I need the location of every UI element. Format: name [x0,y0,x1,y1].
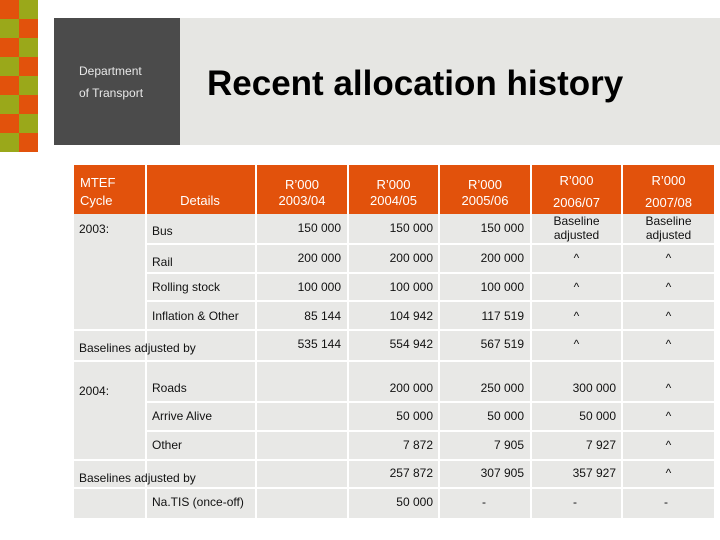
row-inflation-2007: ^ [665,309,672,323]
row-bus-2006-l1: Baseline [553,214,600,228]
col-2004-year: 2004/05 [370,193,417,208]
row-rolling-2005: 100 000 [480,280,524,294]
row-baseline-2003-2004: 554 942 [389,337,433,351]
row-baseline-2003-2007: ^ [665,337,672,351]
row-baseline-2003-2003: 535 144 [297,337,341,351]
col-2003-unit: R’000 [285,177,319,192]
department-line-1: Department [79,64,142,78]
row-rail-2003: 200 000 [297,251,341,265]
row-other-2006: 7 927 [585,438,616,452]
cycle-2004: 2004: [79,384,110,398]
row-roads-label: Roads [152,381,187,395]
row-bus-2003: 150 000 [297,221,341,235]
col-2007-unit: R’000 [651,173,686,188]
row-bus-2006-l2: adjusted [553,228,600,242]
row-inflation-2005: 117 519 [481,309,524,323]
row-baseline-2003-2005: 567 519 [480,337,524,351]
col-cycle-line1: MTEF [80,175,116,190]
cycle-2003: 2003: [79,222,110,236]
row-arrive-2007: ^ [665,409,672,423]
row-baseline-2004-2005: 307 905 [480,466,524,480]
row-rolling-2004: 100 000 [389,280,433,294]
row-baseline-2004-2004: 257 872 [389,466,433,480]
row-arrive-2004: 50 000 [396,409,433,423]
row-natis-2005: - [482,495,486,509]
row-roads-2006: 300 000 [572,381,616,395]
row-roads-2007: ^ [665,381,672,395]
row-inflation-2003: 85 144 [304,309,341,323]
row-bus-2007-l2: adjusted [645,228,692,242]
row-natis-2006: - [573,495,577,509]
row-other-2005: 7 905 [493,438,524,452]
row-rail-label: Rail [152,255,173,269]
row-rolling-2003: 100 000 [297,280,341,294]
row-other-2007: ^ [665,438,672,452]
row-roads-2005: 250 000 [480,381,524,395]
row-baseline-2003-2006: ^ [573,337,580,351]
col-2006-year: 2006/07 [553,195,600,210]
row-baseline-2003-label: Baselines adjusted by [79,341,196,355]
row-rolling-2006: ^ [573,280,580,294]
row-baseline-2004-2007: ^ [665,466,672,480]
row-natis-label: Na.TIS (once-off) [152,495,244,509]
row-inflation-label: Inflation & Other [152,309,239,323]
row-other-label: Other [152,438,183,452]
department-line-2: of Transport [79,86,144,100]
row-arrive-label: Arrive Alive [152,409,213,423]
row-arrive-2005: 50 000 [487,409,524,423]
row-bus-label: Bus [152,224,173,238]
row-baseline-2004-2006: 357 927 [572,466,616,480]
header-dark-panel [54,18,180,145]
row-bus-2004: 150 000 [389,221,433,235]
col-cycle-line2: Cycle [80,193,113,208]
row-roads-2004: 200 000 [389,381,433,395]
row-inflation-2004: 104 942 [389,309,433,323]
col-2003-year: 2003/04 [278,193,326,208]
row-rolling-label: Rolling stock [152,280,221,294]
col-2004-unit: R’000 [376,177,411,192]
row-arrive-2006: 50 000 [579,409,616,423]
row-natis-2004: 50 000 [396,495,433,509]
row-baseline-2004-label: Baselines adjusted by [79,471,196,485]
col-2007-year: 2007/08 [645,195,692,210]
row-bus-2007-l1: Baseline [645,214,692,228]
row-bus-2005: 150 000 [480,221,524,235]
row-rail-2005: 200 000 [480,251,524,265]
col-details: Details [180,193,220,208]
row-rail-2006: ^ [573,251,580,265]
row-natis-2007: - [664,495,668,509]
col-2006-unit: R’000 [559,173,594,188]
row-inflation-2006: ^ [573,309,580,323]
page-title: Recent allocation history [207,64,624,103]
col-2005-year: 2005/06 [461,193,509,208]
col-2005-unit: R’000 [468,177,502,192]
row-rail-2004: 200 000 [389,251,433,265]
row-rolling-2007: ^ [665,280,672,294]
row-rail-2007: ^ [665,251,672,265]
decorative-stripe [0,0,38,150]
row-other-2004: 7 872 [402,438,433,452]
